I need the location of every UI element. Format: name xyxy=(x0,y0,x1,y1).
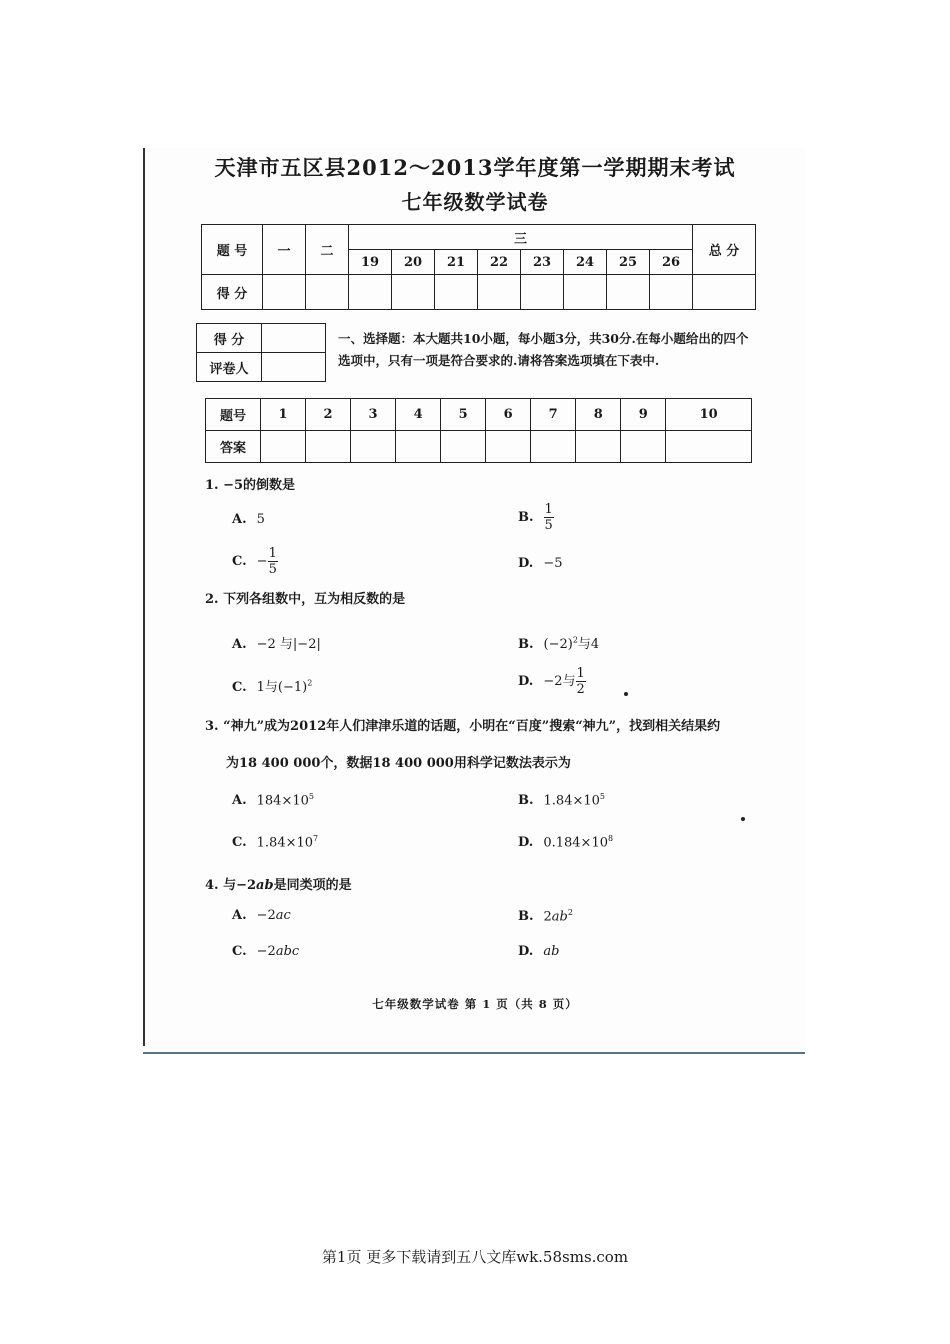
q3-stem-line2: 为18 400 000个，数据18 400 000用科学记数法表示为 xyxy=(226,756,571,771)
score-cell xyxy=(478,275,521,310)
score-table-subcol: 24 xyxy=(564,250,607,275)
score-cell xyxy=(349,275,392,310)
answer-table-number: 9 xyxy=(621,399,666,431)
score-cell xyxy=(607,275,650,310)
q4-option-d: D. ab xyxy=(518,944,560,959)
score-cell xyxy=(693,275,756,310)
page-footer: 第1页 更多下载请到五八文库wk.58sms.com xyxy=(321,1248,629,1266)
answer-table-number: 2 xyxy=(306,399,351,431)
answer-cell xyxy=(666,431,752,463)
score-table-col-one: 一 xyxy=(263,225,306,275)
answer-table-number: 5 xyxy=(441,399,486,431)
answer-cell xyxy=(351,431,396,463)
grader-name-cell xyxy=(262,353,326,382)
inner-page-footer: 七年级数学试卷 第 1 页（共 8 页） xyxy=(372,997,578,1011)
q2-option-a: A. −2 与|−2| xyxy=(232,637,321,652)
answer-cell xyxy=(621,431,666,463)
exam-title: 天津市五区县2012～2013学年度第一学期期末考试 xyxy=(214,155,736,180)
score-table-subcol: 22 xyxy=(478,250,521,275)
q2-option-b: B. $(-2)^2$与4 xyxy=(518,635,600,652)
answer-table-number: 8 xyxy=(576,399,621,431)
q2-stem: 2. 下列各组数中，互为相反数的是 xyxy=(205,592,406,607)
answer-table-number: 7 xyxy=(531,399,576,431)
answer-cell xyxy=(531,431,576,463)
scan-bottom-edge xyxy=(143,1052,805,1054)
score-table-subcol: 21 xyxy=(435,250,478,275)
section-instructions: 一、选择题：本大题共10小题，每小题3分，共30分.在每小题给出的四个选项中，只有一项是符合要求的.请将答案选项填在下表中. xyxy=(338,331,749,368)
q4-stem: 4. 与−2ab是同类项的是 xyxy=(205,878,352,893)
score-cell xyxy=(306,275,349,310)
q3-option-a: A. $184\times 10^5$ xyxy=(232,792,314,809)
answer-table-number: 4 xyxy=(396,399,441,431)
q4-option-a: A. −2ac xyxy=(232,908,291,923)
answer-cell xyxy=(396,431,441,463)
answer-cell xyxy=(306,431,351,463)
score-table-score-label: 得 分 xyxy=(202,275,263,310)
q3-option-d: D. $0.184\times 10^8$ xyxy=(518,834,614,851)
answer-cell xyxy=(261,431,306,463)
score-table-subcol: 25 xyxy=(607,250,650,275)
score-table-subcol: 19 xyxy=(349,250,392,275)
score-cell xyxy=(263,275,306,310)
answer-table-number: 10 xyxy=(666,399,752,431)
q1-option-a: A. 5 xyxy=(232,512,265,527)
score-table xyxy=(201,224,756,310)
score-table-col-two: 二 xyxy=(306,225,349,275)
score-cell xyxy=(392,275,435,310)
q4-option-b: B. $2ab^2$ xyxy=(518,908,573,925)
q3-option-c: C. $1.84\times 10^7$ xyxy=(232,834,319,851)
q3-stem-line1: 3. “神九”成为2012年人们津津乐道的话题，小明在“百度”搜索“神九”，找到相关结果约 xyxy=(205,719,721,734)
grader-name-label: 评卷人 xyxy=(197,353,262,382)
score-cell xyxy=(564,275,607,310)
q1-option-d: D. −5 xyxy=(518,556,563,571)
grader-score-label: 得 分 xyxy=(197,324,262,353)
scan-left-edge xyxy=(143,148,145,1046)
grader-score-cell xyxy=(262,324,326,353)
q3-option-b: B. $1.84\times 10^5$ xyxy=(518,792,605,809)
answer-table xyxy=(205,398,752,463)
answer-table-number: 6 xyxy=(486,399,531,431)
q4-option-c: C. −2abc xyxy=(232,944,300,959)
q1-option-b: B. $\frac{1}{5}$ xyxy=(518,502,553,533)
score-table-subcol: 26 xyxy=(650,250,693,275)
answer-cell xyxy=(486,431,531,463)
score-cell xyxy=(521,275,564,310)
score-cell xyxy=(435,275,478,310)
q1-option-c: C. − $\frac{1}{5}$ xyxy=(232,546,277,577)
exam-subtitle: 七年级数学试卷 xyxy=(401,190,549,214)
q2-option-d: D. −2与 $\frac{1}{2}$ xyxy=(518,666,585,697)
q2-option-c: C. 1与$(-1)^2$ xyxy=(232,678,313,695)
score-table-subcol: 23 xyxy=(521,250,564,275)
answer-table-answer-label: 答案 xyxy=(206,431,261,463)
answer-table-number: 3 xyxy=(351,399,396,431)
score-table-total: 总 分 xyxy=(693,225,756,275)
answer-cell xyxy=(576,431,621,463)
answer-table-qno-label: 题号 xyxy=(206,399,261,431)
q1-stem: 1. −5的倒数是 xyxy=(205,478,296,493)
scan-speck xyxy=(741,817,745,821)
answer-cell xyxy=(441,431,486,463)
grader-table xyxy=(196,323,326,382)
scan-speck xyxy=(624,692,628,696)
score-table-subcol: 20 xyxy=(392,250,435,275)
score-cell xyxy=(650,275,693,310)
score-table-qno-label: 题 号 xyxy=(202,225,263,275)
answer-table-number: 1 xyxy=(261,399,306,431)
score-table-col-three: 三 xyxy=(349,225,693,250)
